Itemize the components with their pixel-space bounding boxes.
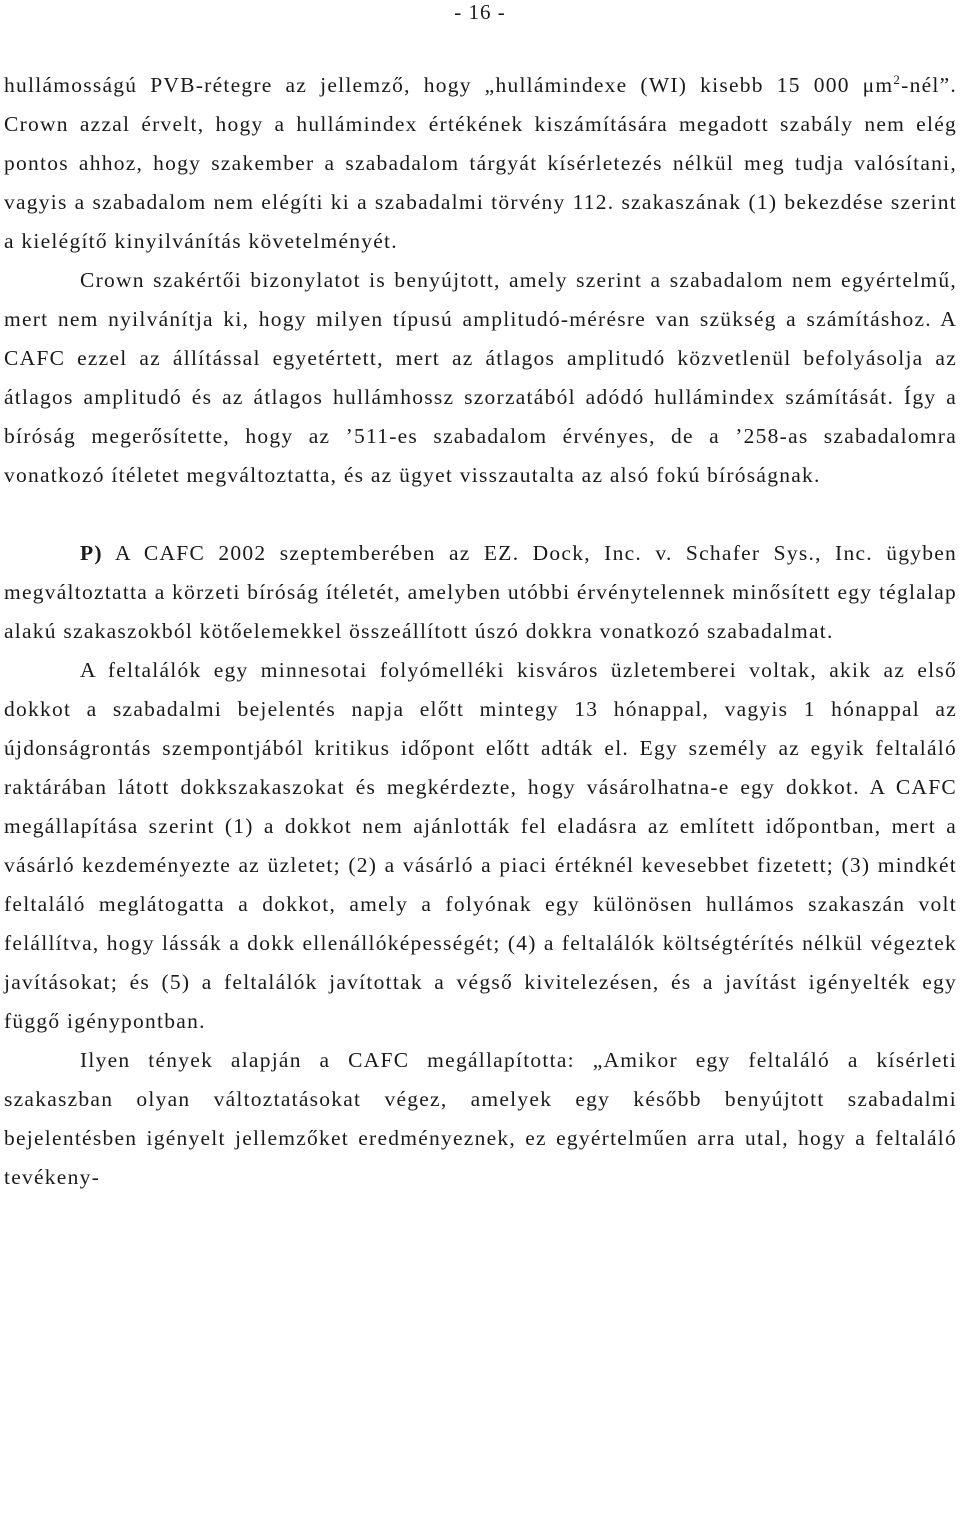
paragraph-3	[4, 534, 957, 651]
paragraph-3-text: A CAFC 2002 szeptemberében az EZ. Dock, Inc. v. Schafer Sys., Inc. ügyben megváltoztatta a körzeti bíróság ítéletét, amelyben utóbbi érvénytelennek minősített egy téglalap alakú szakaszokból kötőelemekkel összeállított úszó dokkra vonatkozó szabadalmat.	[4, 541, 957, 643]
paragraph-1-text-a: hullámosságú PVB-rétegre az jellemző, hogy „hullámindexe (WI) kisebb 15 000 μm	[4, 73, 894, 97]
superscript-2: 2	[893, 71, 902, 87]
paragraph-1	[4, 66, 957, 261]
paragraph-1-text-b: -nél”. Crown azzal érvelt, hogy a hullámindex értékének kiszámítására megadott szabály nem elég pontos ahhoz, hogy szakember a szabadalom tárgyát kísérletezés nélkül meg tudja valósítani, vagyis a szabadalom nem elégíti ki a szabadalmi törvény 112. szakaszának (1) bekezdése szerint a kielégítő kinyilvánítás követelményét.	[4, 73, 957, 253]
paragraph-2: Crown szakértői bizonylatot is benyújtott, amely szerint a szabadalom nem egyértelmű, mert nem nyilvánítja ki, hogy milyen típusú amplitudó-mérésre van szükség a számításhoz. A CAFC ezzel az állítással egyetértett, mert az átlagos amplitudó közvetlenül befolyásolja az átlagos amplitudó és az átlagos hullámhossz szorzatából adódó hullámindex számítását. Így a bíróság megerősítette, hogy az ’511-es szabadalom érvényes, de a ’258-as szabadalomra vonatkozó ítéletet megváltoztatta, és az ügyet visszautalta az alsó fokú bíróságnak.	[4, 268, 957, 487]
section-label: P)	[80, 541, 103, 565]
paragraph-5: Ilyen tények alapján a CAFC megállapította: „Amikor egy feltaláló a kísérleti szakaszban olyan változtatásokat végez, amelyek egy később benyújtott szabadalmi bejelentésben igényelt jellemzőket eredményeznek, ez egyértelműen arra utal, hogy a feltaláló tevékeny-	[4, 1048, 957, 1189]
paragraph-4: A feltalálók egy minnesotai folyómelléki kisváros üzletemberei voltak, akik az első dokkot a szabadalmi bejelentés napja előtt mintegy 13 hónappal, vagyis 1 hónappal az újdonságrontás szempontjából kritikus időpont előtt adták el. Egy személy az egyik feltaláló raktárában látott dokkszakaszokat és megkérdezte, hogy vásárolhatna-e egy dokkot. A CAFC megállapítása szerint (1) a dokkot nem ajánlották fel eladásra az említett időpontban, mert a vásárló kezdeményezte az üzletet; (2) a vásárló a piaci értéknél kevesebbet fizetett; (3) mindkét feltaláló meglátogatta a dokkot, amely a folyónak egy különösen hullámos szakaszán volt felállítva, hogy lássák a dokk ellenállóképességét; (4) a feltalálók költségtérítés nélkül végeztek javításokat; és (5) a feltalálók javítottak a végső kivitelezésen, és a javítást igényelték egy függő igénypontban.	[4, 658, 957, 1033]
body-text	[4, 66, 957, 1197]
page-number: - 16 -	[454, 0, 506, 24]
